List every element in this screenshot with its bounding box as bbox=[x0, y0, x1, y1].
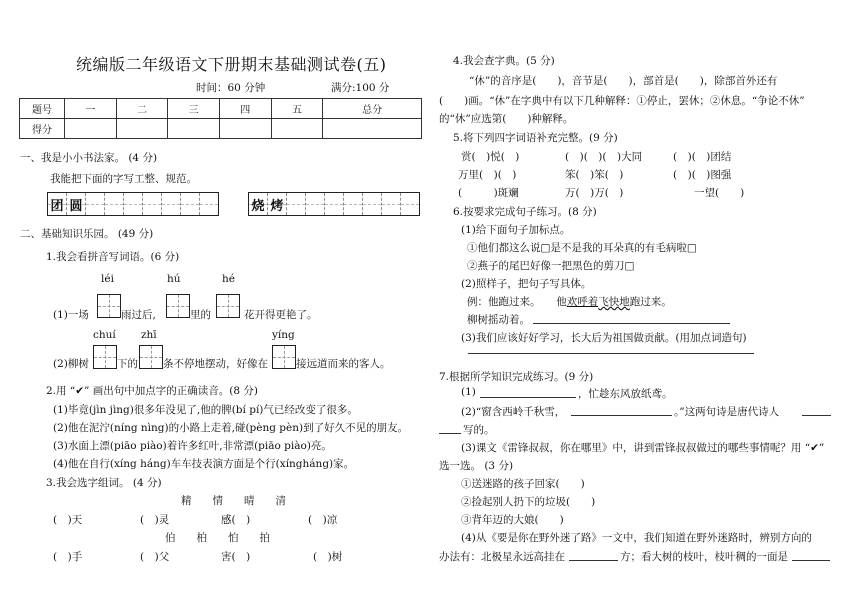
q2-item[interactable]: (4)他在自行(xíng háng)车车技表演方面是个行(xíngháng)家。 bbox=[53, 458, 355, 470]
q6-sub3: (3)我们应该好好学习，长大后为祖国做贡献。(用加点词造句) bbox=[461, 332, 747, 344]
q7-title: 7.根据所学知识完成练习。(9 分) bbox=[439, 371, 594, 383]
q1-line2-part2: 下的 bbox=[117, 358, 138, 370]
score-row-label: 得分 bbox=[20, 119, 65, 139]
score-table-score-row bbox=[20, 119, 422, 139]
score-input-cell[interactable] bbox=[219, 119, 271, 139]
grid-cell: 圆 bbox=[67, 193, 86, 215]
answer-line[interactable] bbox=[569, 560, 618, 561]
q4-title: 4.我会查字典。(5 分) bbox=[453, 55, 555, 67]
answer-line[interactable] bbox=[480, 397, 576, 398]
answer-line[interactable] bbox=[439, 433, 461, 434]
q7-p1-prefix: (1) bbox=[461, 386, 476, 398]
q1-line2-part4: 接远道而来的客人。 bbox=[296, 358, 391, 370]
answer-line[interactable] bbox=[802, 415, 831, 416]
score-header-cell: 一 bbox=[65, 99, 117, 119]
q5-idiom[interactable]: ( )斑斓 bbox=[458, 187, 519, 199]
calligraphy-grid-2[interactable] bbox=[248, 192, 420, 216]
tian-box[interactable] bbox=[93, 345, 117, 369]
tian-box[interactable] bbox=[166, 294, 190, 318]
q7-option[interactable]: ②捡起别人扔下的垃圾( ) bbox=[461, 496, 596, 508]
q1-line2-part1: (2)柳树 bbox=[53, 358, 89, 370]
q1-line1-part4: 花开得更艳了。 bbox=[244, 309, 318, 321]
q6-sentence[interactable]: ②燕子的尾巴好像一把黑色的剪刀□ bbox=[467, 260, 635, 272]
answer-line[interactable] bbox=[533, 323, 730, 324]
grid-cell: 烤 bbox=[268, 193, 287, 215]
grid-cell bbox=[363, 193, 382, 215]
score-header-cell: 二 bbox=[116, 99, 168, 119]
q4-line2[interactable]: ( )画。“休”在字典中有以下几种解释：①停止，罢休；②休息。“争论不休” bbox=[439, 95, 805, 107]
calligraphy-grid-1[interactable] bbox=[47, 192, 219, 216]
answer-line[interactable] bbox=[792, 560, 830, 561]
example-prefix: 例：他跑过来。 他 bbox=[467, 296, 567, 308]
grid-cell bbox=[325, 193, 344, 215]
answer-line[interactable] bbox=[571, 415, 672, 416]
score-header-cell: 三 bbox=[168, 99, 220, 119]
q2-item[interactable]: (2)他在泥泞(níng nìng)的小路上走着,碰(pèng pèn)到了好久不见的朋友。 bbox=[53, 422, 409, 434]
pinyin-hu: hú bbox=[167, 273, 181, 285]
q7-p3-a: (3)课文《雷锋叔叔，你在哪里》中，讲到雷锋叔叔做过的哪些事情呢？用 “✔” bbox=[461, 442, 825, 454]
q7-p2-a: (2)“窗含西岭千秋雪， bbox=[461, 406, 566, 418]
q5-idiom[interactable]: 一望( ) bbox=[694, 187, 745, 199]
q7-p4-a: (4)从《要是你在野外迷了路》一文中，我们知道在野外迷路时，辨别方向的 bbox=[461, 532, 812, 544]
q6-title: 6.按要求完成句子练习。(8 分) bbox=[453, 206, 597, 218]
q3-blank[interactable]: ( )树 bbox=[313, 551, 343, 563]
score-header-cell: 题号 bbox=[20, 99, 65, 119]
q3-title: 3.我会选字组词。 (4 分) bbox=[46, 477, 162, 489]
grid-cell: 烧 bbox=[249, 193, 268, 215]
q3-blank[interactable]: ( )父 bbox=[140, 551, 170, 563]
q7-p4-b: 办法有：北极星永远高挂在 bbox=[439, 551, 565, 563]
q3-blank[interactable]: 害( ) bbox=[221, 551, 251, 563]
q5-idiom[interactable]: ( )( )图强 bbox=[673, 169, 732, 181]
q1-title: 1.我会看拼音写词语。(6 分) bbox=[46, 251, 180, 263]
score-input-cell[interactable] bbox=[65, 119, 117, 139]
q7-p3-b: 选一选。 (3 分) bbox=[439, 460, 514, 472]
pinyin-zhi: zhī bbox=[141, 329, 157, 341]
q1-line2-part3: 条不停地摆动，好像在 bbox=[163, 358, 268, 370]
answer-line[interactable] bbox=[468, 353, 754, 354]
exam-time: 时间：60 分钟 bbox=[196, 82, 266, 94]
section1-heading: 一、我是小小书法家。 (4 分) bbox=[20, 152, 158, 164]
q6-sentence[interactable]: ①他们都这么说□是不是我的耳朵真的有毛病啦□ bbox=[467, 242, 697, 254]
grid-cell bbox=[86, 193, 105, 215]
q7-option[interactable]: ①送迷路的孩子回家( ) bbox=[461, 478, 585, 490]
q5-idiom[interactable]: 万里( )( ) bbox=[458, 169, 517, 181]
pinyin-lei: léi bbox=[101, 273, 114, 285]
q7-p4-c: 方；看大树的枝叶，枝叶稠的一面是 bbox=[620, 551, 788, 563]
pinyin-ying: yíng bbox=[272, 329, 295, 341]
q4-line1[interactable]: “休”的音序是( )，音节是( )，部首是( )，除部首外还有 bbox=[469, 75, 778, 87]
score-header-cell: 总分 bbox=[323, 99, 422, 119]
tian-box[interactable] bbox=[216, 294, 240, 318]
pinyin-chui: chuí bbox=[93, 329, 116, 341]
grid-cell bbox=[105, 193, 124, 215]
score-input-cell[interactable] bbox=[323, 119, 422, 139]
q3-blank[interactable]: ( )凉 bbox=[308, 514, 338, 526]
grid-cell bbox=[143, 193, 162, 215]
q5-title: 5.将下列四字词语补充完整。(9 分) bbox=[453, 132, 618, 144]
grid-cell bbox=[287, 193, 306, 215]
grid-cell: 团 bbox=[48, 193, 67, 215]
score-table-header-row bbox=[20, 99, 422, 119]
example-underlined-word: 欢呼着 bbox=[566, 296, 599, 308]
q2-item[interactable]: (1)毕竟(jìn jìng)很多年没见了,他的脾(bí pí)气已经改变了很多。 bbox=[53, 404, 358, 416]
grid-cell bbox=[200, 193, 218, 215]
q3-blank[interactable]: ( )手 bbox=[53, 551, 83, 563]
q6-blank-prefix: 柳树摇动着。 bbox=[467, 314, 530, 326]
q6-sub2: (2)照样子，把句子写具体。 bbox=[461, 278, 592, 290]
tian-box[interactable] bbox=[139, 345, 163, 369]
score-input-cell[interactable] bbox=[271, 119, 323, 139]
q1-line1-part3: 里的 bbox=[190, 309, 211, 321]
q3-blank[interactable]: ( )灵 bbox=[140, 514, 170, 526]
q6-example bbox=[467, 294, 672, 309]
page-title: 统编版二年级语文下册期末基础测试卷(五) bbox=[76, 55, 387, 74]
q3-blank[interactable]: ( )天 bbox=[53, 514, 83, 526]
q7-p2-c: 写的。 bbox=[463, 424, 495, 436]
q2-item[interactable]: (3)水面上漂(piāo piào)着许多红叶,非常漂(piāo piào)亮。 bbox=[53, 440, 332, 452]
q2-title: 2.用 “✔” 画出句中加点字的正确读音。(8 分) bbox=[46, 385, 258, 397]
q7-p2-b: 。”这两句诗是唐代诗人 bbox=[674, 406, 780, 418]
grid-cell bbox=[162, 193, 181, 215]
q3-chars-1: 精 情 晴 清 bbox=[181, 495, 286, 507]
example-wavy-word: 飞快地 bbox=[598, 296, 630, 308]
q3-chars-2: 伯 柏 怕 拍 bbox=[165, 532, 270, 544]
section1-instruction: 我能把下面的字写工整、规范。 bbox=[50, 173, 197, 185]
score-input-cell[interactable] bbox=[116, 119, 168, 139]
score-header-cell: 五 bbox=[271, 99, 323, 119]
q5-idiom[interactable]: ( )( )( )大同 bbox=[565, 151, 643, 163]
q1-line1-part2: 雨过后, bbox=[121, 309, 156, 321]
q6-sub1: (1)给下面句子加标点。 bbox=[461, 224, 571, 236]
grid-cell bbox=[382, 193, 401, 215]
score-input-cell[interactable] bbox=[168, 119, 220, 139]
q5-idiom[interactable]: 赏( )悦( ) bbox=[461, 151, 520, 163]
grid-cell bbox=[306, 193, 325, 215]
grid-cell bbox=[344, 193, 363, 215]
score-table bbox=[19, 98, 422, 139]
example-suffix: 跑过来。 bbox=[629, 296, 672, 308]
exam-full-score: 满分:100 分 bbox=[331, 82, 390, 94]
section2-heading: 二、基础知识乐园。 (49 分) bbox=[20, 228, 154, 240]
q7-option[interactable]: ③背年迈的大娘( ) bbox=[461, 514, 564, 526]
q4-line3[interactable]: 的“休”应选第( )种解释。 bbox=[439, 113, 574, 125]
pinyin-he: hé bbox=[222, 273, 235, 285]
q1-line1-part1: (1)一场 bbox=[53, 309, 89, 321]
q5-idiom[interactable]: ( )( )团结 bbox=[673, 151, 732, 163]
grid-cell bbox=[401, 193, 419, 215]
tian-box[interactable] bbox=[272, 345, 296, 369]
q3-blank[interactable]: 感( ) bbox=[221, 514, 251, 526]
q7-p1-suffix: ，忙趁东风放纸鸢。 bbox=[578, 388, 673, 400]
score-header-cell: 四 bbox=[219, 99, 271, 119]
q5-idiom[interactable]: 万( )万( ) bbox=[565, 187, 624, 199]
q5-idiom[interactable]: 笨( )笨( ) bbox=[565, 169, 624, 181]
grid-cell bbox=[181, 193, 200, 215]
grid-cell bbox=[124, 193, 143, 215]
tian-box[interactable] bbox=[97, 294, 121, 318]
